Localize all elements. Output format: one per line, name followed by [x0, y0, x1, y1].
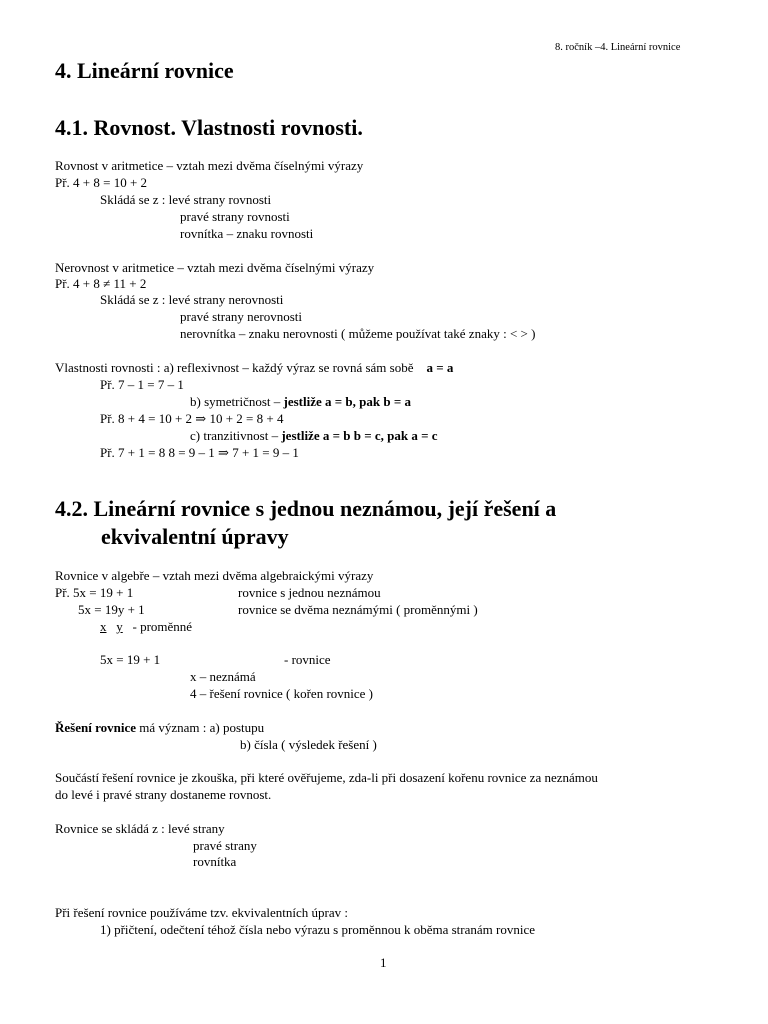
- text-line: [190, 393, 411, 410]
- property-text: Vlastnosti rovnosti : a) reflexivnost – každý výraz se rovná sám sobě: [55, 360, 414, 375]
- term-text: má význam : a) postupu: [139, 720, 265, 735]
- text-line: Při řešení rovnice používáme tzv. ekvivalentních úprav :: [55, 905, 349, 920]
- list-item: 1) přičtení, odečtení téhož čísla nebo výrazu s proměnnou k oběma stranám rovnice: [100, 922, 535, 937]
- text-line: Př. 4 + 8 = 10 + 2: [55, 175, 148, 190]
- text-line: [55, 359, 453, 376]
- running-header: 8. ročník –4. Lineární rovnice: [555, 42, 681, 53]
- text-line: Př. 8 + 4 = 10 + 2 ⇒ 10 + 2 = 8 + 4: [100, 411, 284, 426]
- formula-bold: jestliže a = b, pak b = a: [283, 394, 412, 409]
- text-line: rovnítka: [193, 854, 237, 869]
- text-line: rovnice s jednou neznámou: [238, 585, 381, 600]
- text-line: Př. 7 – 1 = 7 – 1: [100, 377, 184, 392]
- text-line: [100, 618, 192, 635]
- text-line: Součástí řešení rovnice je zkouška, při které ověřujeme, zda-li při dosazení kořenu rovnice za neznámou: [55, 770, 598, 785]
- text-line: - rovnice: [284, 652, 331, 667]
- page-title: 4. Lineární rovnice: [55, 58, 234, 83]
- section-4-2-heading: 4.2. Lineární rovnice s jednou neznámou, její řešení a: [55, 496, 557, 521]
- text-line: rovnítka – znaku rovnosti: [180, 226, 314, 241]
- variables-caption: - proměnné: [132, 619, 193, 634]
- text-line: Př. 7 + 1 = 8 8 = 9 – 1 ⇒ 7 + 1 = 9 – 1: [100, 445, 299, 460]
- text-line: Př. 4 + 8 ≠ 11 + 2: [55, 276, 147, 291]
- text-line: 5x = 19y + 1: [78, 602, 145, 617]
- text-line: [190, 427, 438, 444]
- text-line: Skládá se z : levé strany rovnosti: [100, 192, 272, 207]
- text-line: rovnice se dvěma neznámými ( proměnnými ): [238, 602, 478, 617]
- formula-bold: a = a: [426, 360, 454, 375]
- text-line: Rovnost v aritmetice – vztah mezi dvěma číselnými výrazy: [55, 158, 364, 173]
- text-line: 5x = 19 + 1: [100, 652, 161, 667]
- text-line: b) čísla ( výsledek řešení ): [240, 737, 377, 752]
- section-4-2-heading-cont: ekvivalentní úpravy: [101, 524, 289, 549]
- text-line: 4 – řešení rovnice ( kořen rovnice ): [190, 686, 374, 701]
- text-line: [55, 719, 264, 736]
- property-text: b) symetričnost –: [190, 394, 281, 409]
- text-line: pravé strany rovnosti: [180, 209, 290, 224]
- text-line: Př. 5x = 19 + 1: [55, 585, 134, 600]
- text-line: pravé strany: [193, 838, 257, 853]
- page-number: 1: [380, 955, 387, 970]
- formula-bold: jestliže a = b b = c, pak a = c: [281, 428, 438, 443]
- text-line: Rovnice v algebře – vztah mezi dvěma algebraickými výrazy: [55, 568, 374, 583]
- property-text: c) tranzitivnost –: [190, 428, 279, 443]
- variable-y: y: [116, 619, 123, 634]
- text-line: nerovnítka – znaku nerovnosti ( můžeme používat také znaky : < > ): [180, 326, 536, 341]
- text-line: x – neznámá: [190, 669, 256, 684]
- text-line: do levé i pravé strany dostaneme rovnost.: [55, 787, 272, 802]
- text-line: Rovnice se skládá z : levé strany: [55, 821, 225, 836]
- term-bold: Řešení rovnice: [55, 720, 136, 735]
- variable-x: x: [100, 619, 107, 634]
- section-4-1-heading: 4.1. Rovnost. Vlastnosti rovnosti.: [55, 115, 363, 140]
- text-line: Nerovnost v aritmetice – vztah mezi dvěma číselnými výrazy: [55, 260, 375, 275]
- text-line: pravé strany nerovnosti: [180, 309, 303, 324]
- text-line: Skládá se z : levé strany nerovnosti: [100, 292, 284, 307]
